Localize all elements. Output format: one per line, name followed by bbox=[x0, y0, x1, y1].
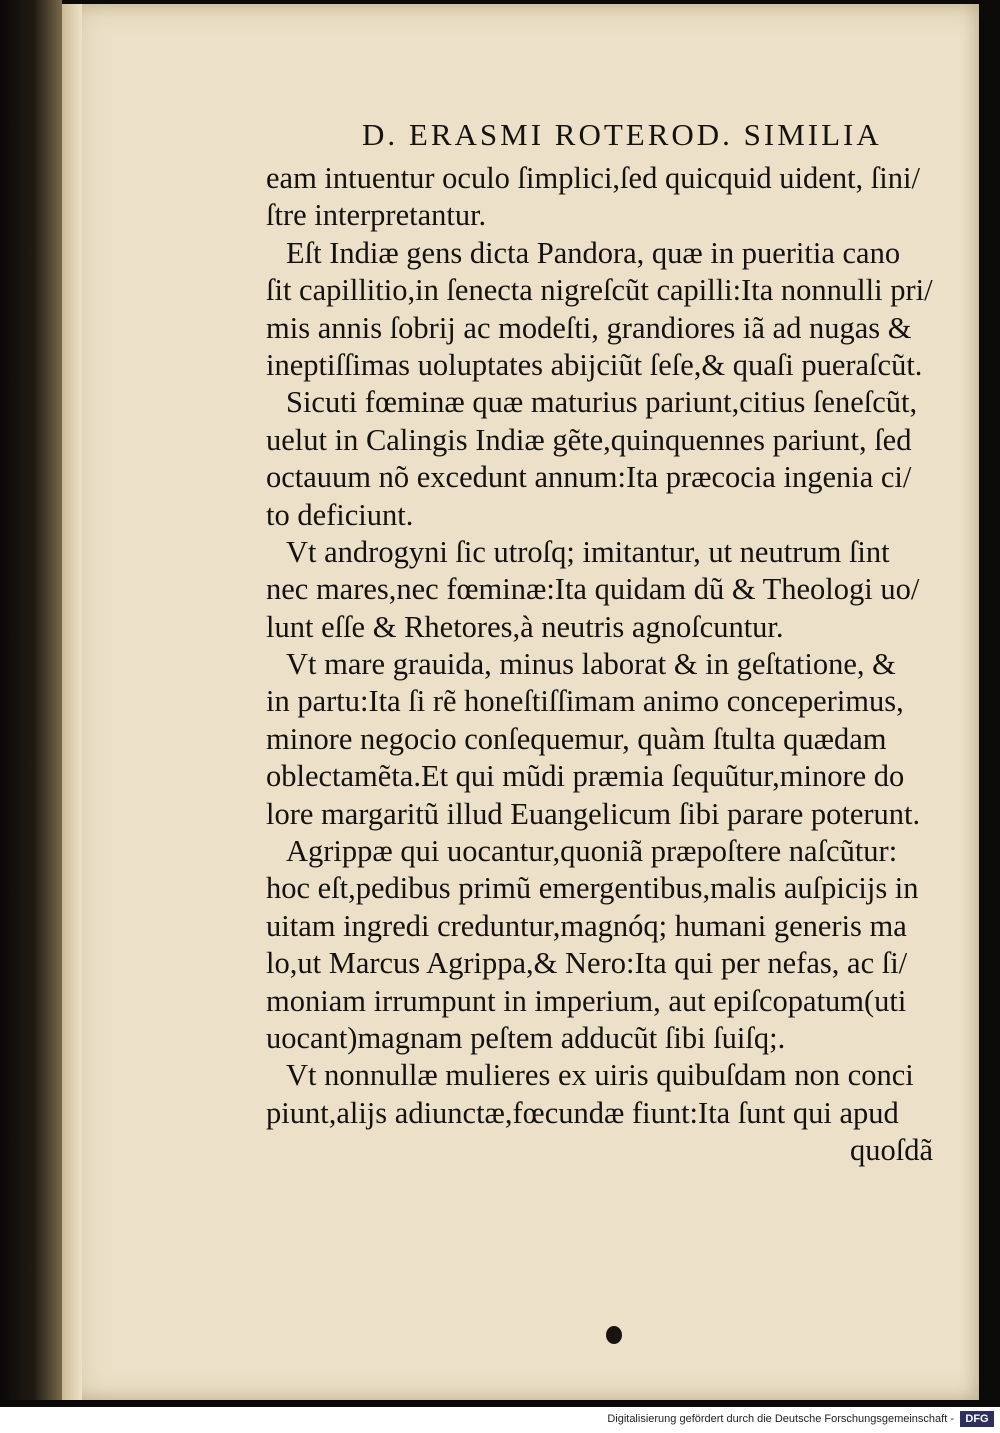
text-line: Vt nonnullæ mulieres ex uiris quibuſdam non conci bbox=[286, 1058, 914, 1093]
text-line: Vt androgyni ſic utroſq; imitantur, ut neutrum ſint bbox=[286, 534, 890, 569]
text-line: in partu:Ita ſi rẽ honeſtiſſimam animo conceperimus, bbox=[266, 684, 904, 719]
page-spine-shadow bbox=[62, 4, 82, 1400]
text-line: lore margaritũ illud Euangelicum ſibi parare poterunt. bbox=[266, 796, 921, 831]
text-line: uitam ingredi creduntur,magnóq; humani generis ma bbox=[266, 908, 907, 943]
body-text bbox=[266, 160, 946, 1170]
text-line: uelut in Calingis Indiæ gẽte,quinquennes pariunt, ſed bbox=[266, 422, 912, 457]
text-line: lunt eſſe & Rhetores,à neutris agnoſcuntur. bbox=[266, 609, 784, 644]
text-line: nec mares,nec fœminæ:Ita quidam dũ & Theologi uo/ bbox=[266, 572, 920, 607]
dfg-logo-icon: DFG bbox=[960, 1411, 994, 1427]
text-line: piunt,alijs adiunctæ,fœcundæ fiunt:Ita ſunt qui apud bbox=[266, 1095, 899, 1130]
footer-bar bbox=[0, 1407, 1000, 1433]
text-line: Eſt Indiæ gens dicta Pandora, quæ in pueritia cano bbox=[286, 235, 901, 270]
text-line: minore negocio conſequemur, quàm ſtulta quædam bbox=[266, 721, 887, 756]
footer-text: Digitalisierung gefördert durch die Deutsche Forschungsgemeinschaft - bbox=[607, 1413, 954, 1425]
book-gutter bbox=[0, 0, 62, 1400]
catchword: quoſdã bbox=[849, 1133, 933, 1168]
text-line: octauum nõ excedunt annum:Ita præcocia ingenia ci/ bbox=[266, 460, 912, 495]
running-header: D. ERASMI ROTEROD. SIMILIA bbox=[362, 117, 882, 152]
text-line: mis annis ſobrij ac modeſti, grandiores iã ad nugas & bbox=[266, 310, 912, 345]
text-line: Vt mare grauida, minus laborat & in geſtatione, & bbox=[286, 647, 896, 682]
text-line: uocant)magnam peſtem adducũt ſibi ſuiſq;. bbox=[266, 1020, 786, 1055]
text-line: ineptiſſimas uoluptates abijciũt ſeſe,& quaſi pueraſcũt. bbox=[266, 347, 923, 382]
text-line: eam intuentur oculo ſimplici,ſed quicquid uident, ſini/ bbox=[266, 161, 920, 195]
text-line: oblectamẽta.Et qui mũdi præmia ſequũtur,minore do bbox=[266, 759, 905, 794]
ink-dot bbox=[606, 1326, 622, 1344]
text-line: Agrippæ qui uocantur,quoniã præpoſtere naſcũtur: bbox=[286, 834, 898, 869]
text-line: moniam irrumpunt in imperium, aut epiſcopatum(uti bbox=[266, 983, 907, 1018]
text-line: lo,ut Marcus Agrippa,& Nero:Ita qui per nefas, ac ſi/ bbox=[266, 946, 908, 981]
text-line: ſtre interpretantur. bbox=[266, 198, 487, 233]
text-line: ſit capillitio,in ſenecta nigreſcũt capilli:Ita nonnulli pri/ bbox=[266, 273, 933, 308]
text-line: Sicuti fœminæ quæ maturius pariunt,citius ſeneſcũt, bbox=[286, 385, 918, 420]
text-line: hoc eſt,pedibus primũ emergentibus,malis auſpicijs in bbox=[266, 871, 919, 906]
text-line: to deficiunt. bbox=[266, 497, 414, 532]
